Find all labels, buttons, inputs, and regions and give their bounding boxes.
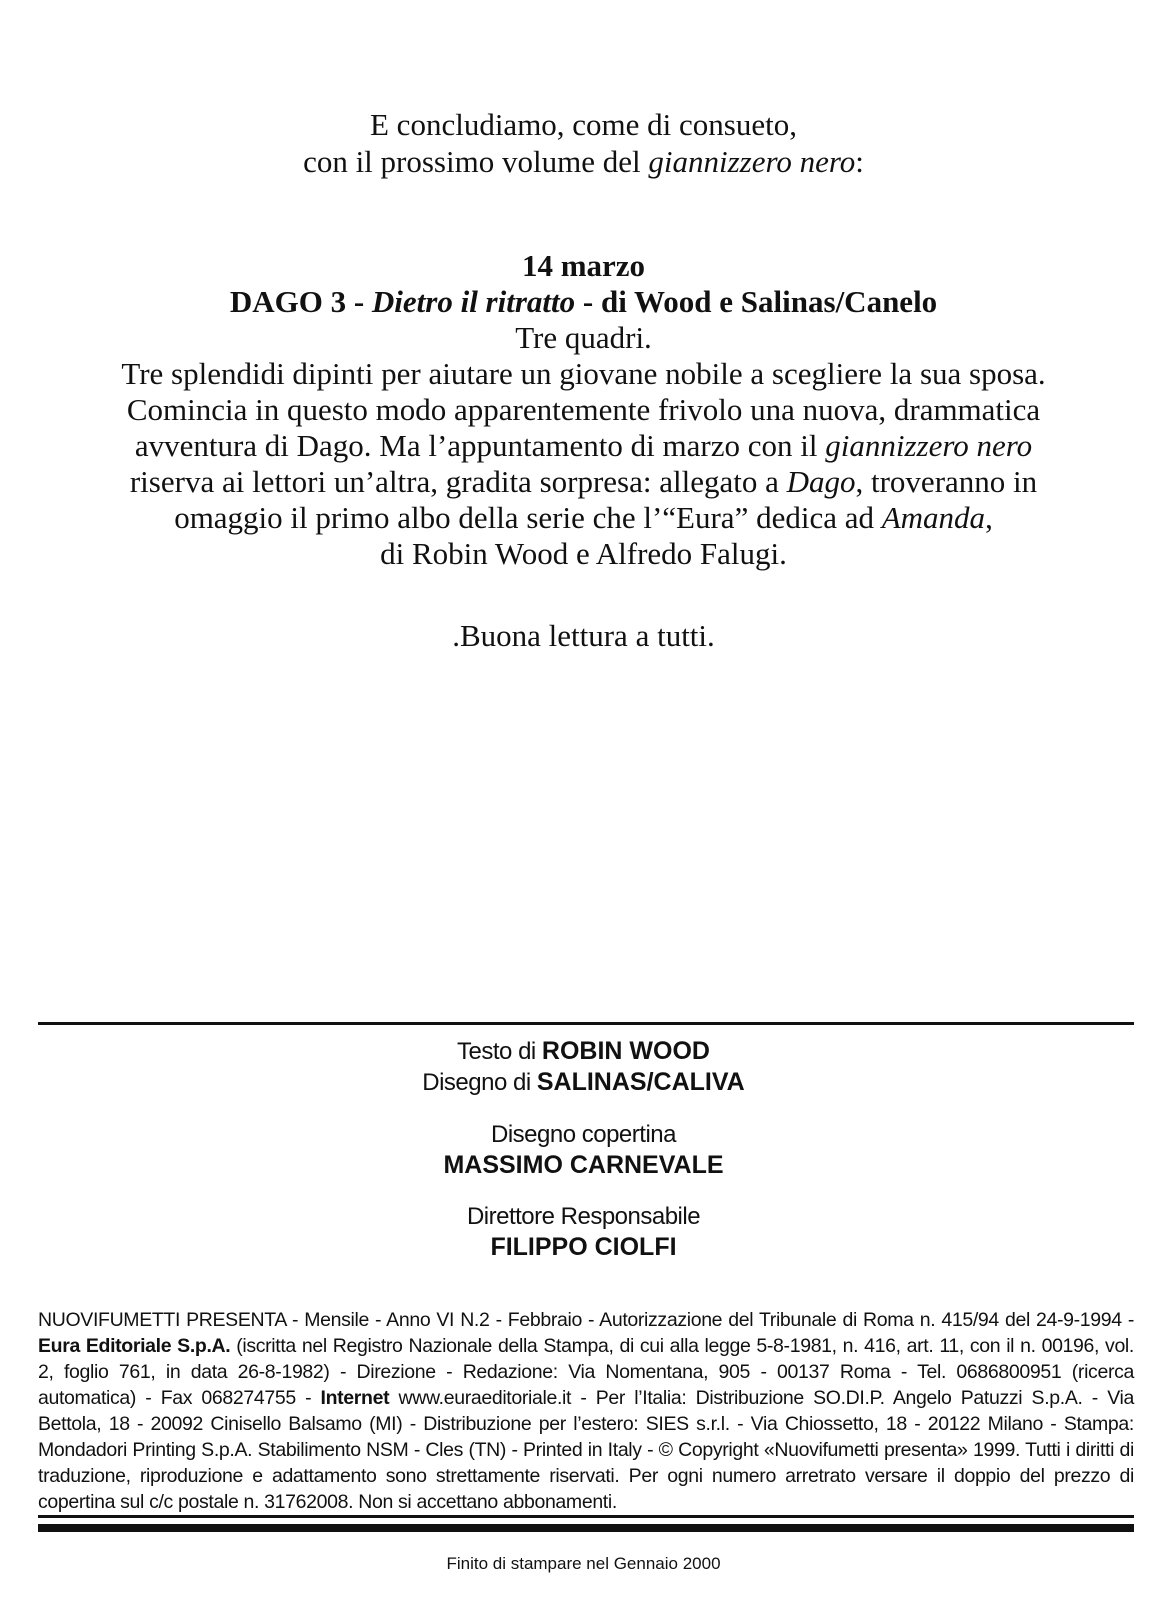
next-issue-announcement <box>40 248 1127 572</box>
legal-part-3: www.euraeditoriale.it - Per l’Italia: Distribuzione SO.DI.P. Angelo Patuzzi S.p.A. - Via Bettola, 18 - 20092 Cinisello Balsamo (MI) - Distribuzione per l’estero: SIES s.r.l. - Via Chiossetto, 18 - 20122 Milano - Stampa: Mondadori Printing S.p.A. Stabilimento NSM - Cles (TN) - Printed in Italy - © Copyright «Nuovifumetti presenta» 1999. Tutti i diritti di traduzione, riproduzione e adattamento sono strettamente riservati. Per ogni numero arretrato versare il doppio del prezzo di copertina sul c/c postale n. 31762008. Non si accettano abbonamenti. <box>38 1387 1134 1513</box>
issue-title <box>40 284 1127 320</box>
issue-title-italic: Dietro il ritratto <box>371 284 576 319</box>
credits-cover <box>0 1120 1167 1180</box>
credits-authors <box>0 1036 1167 1098</box>
credits-director <box>0 1202 1167 1262</box>
blurb-line-4 <box>40 428 1127 464</box>
issue-title-suffix: - di Wood e Salinas/Canelo <box>575 284 938 319</box>
intro-line-1: E concludiamo, come di consueto, <box>370 107 797 142</box>
blurb-line-5-text-a: riserva ai lettori un’altra, gradita sorpresa: allegato a <box>129 464 787 499</box>
legal-part-2: (iscritta nel Registro Nazionale della Stampa, di cui alla legge 5-8-1981, n. 416, art. 11, con il n. 00196, vol. 2, foglio 761, in data 26-8-1982) - Direzione - Redazione: Via Nomentana, 905 - 00137 Roma - Tel. 0686800951 (ricerca automatica) - Fax 068274755 - <box>38 1335 1134 1409</box>
intro-paragraph <box>0 106 1167 180</box>
divider-bottom-thick <box>38 1524 1134 1532</box>
legal-colophon <box>38 1307 1134 1515</box>
credit-copertina-name: MASSIMO CARNEVALE <box>443 1151 724 1179</box>
legal-publisher: Eura Editoriale S.p.A. <box>38 1335 231 1357</box>
issue-title-prefix: DAGO 3 - <box>229 284 372 319</box>
blurb-line-4-text: avventura di Dago. Ma l’appuntamento di marzo con il <box>134 428 826 463</box>
credit-direttore-label: Direttore Responsabile <box>466 1203 701 1230</box>
blurb-line-5-text-b: , troveranno in <box>855 464 1038 499</box>
legal-part-1: NUOVIFUMETTI PRESENTA - Mensile - Anno VI N.2 - Febbraio - Autorizzazione del Tribunale di Roma n. 415/94 del 24-9-1994 - <box>38 1309 1134 1331</box>
credits-block <box>0 1036 1167 1262</box>
credit-disegno <box>0 1067 1167 1098</box>
closing-greeting: .Buona lettura a tutti. <box>452 618 715 653</box>
credit-copertina-label: Disegno copertina <box>491 1121 676 1148</box>
credit-direttore-name: FILIPPO CIOLFI <box>490 1233 677 1261</box>
credit-testo-label: Testo di <box>457 1038 542 1065</box>
credit-testo <box>0 1036 1167 1067</box>
blurb-line-4-italic: giannizzero nero <box>825 428 1033 463</box>
blurb-line-1: Tre quadri. <box>515 320 652 355</box>
blurb-line-6-text-a: omaggio il primo albo della serie che l’“Eura” dedica ad <box>174 500 882 535</box>
intro-line-2-prefix: con il prossimo volume del <box>303 144 649 179</box>
print-date: Finito di stampare nel Gennaio 2000 <box>446 1554 721 1573</box>
blurb-line-5-italic: Dago <box>786 464 856 499</box>
intro-line-2 <box>0 143 1167 180</box>
divider-top <box>38 1022 1134 1025</box>
intro-series-name: giannizzero nero <box>648 144 856 179</box>
blurb-line-6 <box>40 500 1127 536</box>
blurb-line-5 <box>40 464 1127 500</box>
blurb-line-3: Comincia in questo modo apparentemente frivolo una nuova, drammatica <box>126 392 1041 427</box>
blurb-line-6-text-b: , <box>985 500 993 535</box>
intro-line-2-suffix: : <box>855 144 864 179</box>
credit-disegno-label: Disegno di <box>422 1069 537 1096</box>
blurb-line-2: Tre splendidi dipinti per aiutare un giovane nobile a scegliere la sua sposa. <box>121 356 1046 391</box>
legal-internet-label: Internet <box>320 1387 390 1409</box>
blurb-line-7: di Robin Wood e Alfredo Falugi. <box>380 536 787 571</box>
credit-disegno-name: SALINAS/CALIVA <box>536 1068 745 1096</box>
blurb-line-6-italic: Amanda <box>881 500 986 535</box>
release-date: 14 marzo <box>521 248 646 283</box>
credit-testo-name: ROBIN WOOD <box>541 1037 710 1065</box>
divider-bottom-thin <box>38 1515 1134 1518</box>
